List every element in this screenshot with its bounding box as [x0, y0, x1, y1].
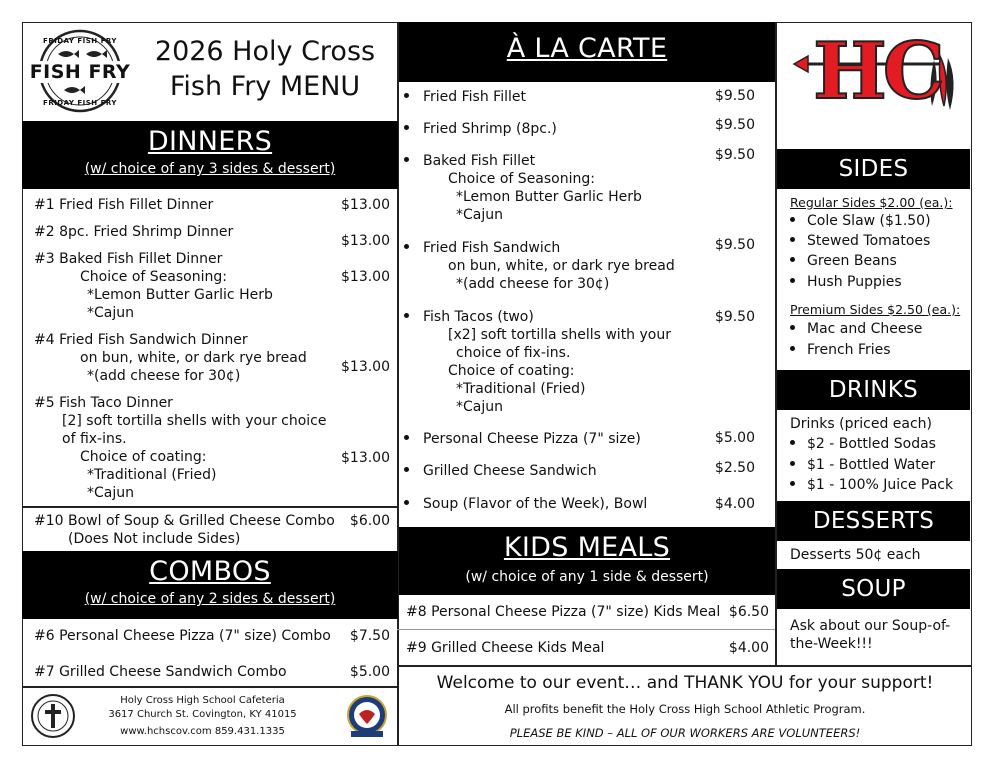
dinner-3-line-3: *Lemon Butter Garlic Herb [87, 287, 273, 303]
kids-subtitle: (w/ choice of any 1 side & dessert) [465, 569, 709, 585]
alacarte-item-soup: Soup (Flavor of the Week), Bowl [404, 495, 647, 513]
dinners-title: DINNERS [147, 126, 273, 157]
soup-text-line-2: the-Week!!! [790, 636, 873, 652]
combo-6-price: $7.50 [349, 628, 390, 644]
alacarte-item-tacos-price: $9.50 [714, 309, 755, 325]
dinner-5-line-2: [2] soft tortilla shells with your choice [62, 413, 327, 429]
sides-regular-label: Regular Sides $2.00 (ea.): [790, 195, 953, 210]
school-contact: www.hchscov.com 859.431.1335 [120, 726, 285, 737]
soup-text-line-1: Ask about our Soup-of- [790, 618, 951, 634]
kids-meal-9: #9 Grilled Cheese Kids Meal [406, 640, 605, 656]
desserts-title: DESSERTS [812, 508, 935, 534]
alacarte-item-fish-fillet: Fried Fish Fillet [404, 88, 526, 106]
combos-title: COMBOS [149, 556, 271, 587]
combo-10: #10 Bowl of Soup & Grilled Cheese Combo [34, 513, 335, 529]
divider-footer-left [22, 686, 398, 688]
alacarte-item-sandwich: Fried Fish Sandwich [404, 239, 560, 257]
dinner-2: #2 8pc. Fried Shrimp Dinner [34, 224, 234, 240]
dinner-1: #1 Fried Fish Fillet Dinner [34, 197, 214, 213]
alacarte-tacos-line-5: *Traditional (Fried) [456, 381, 586, 397]
divider-welcome [397, 665, 972, 667]
side-hush-puppies: Hush Puppies [790, 273, 902, 291]
page-title [140, 34, 390, 104]
fish-fry-logo-text: FISH FRY [26, 61, 134, 83]
alacarte-item-tacos: Fish Tacos (two) [404, 308, 534, 326]
dinner-4-line-3: *(add cheese for 30¢) [87, 368, 241, 384]
dinner-3: #3 Baked Fish Fillet Dinner [34, 251, 223, 267]
alacarte-item-sandwich-price: $9.50 [714, 237, 755, 253]
alacarte-tacos-line-4: Choice of coating: [448, 363, 575, 379]
side-mac-and-cheese: Mac and Cheese [790, 320, 922, 338]
dinner-4: #4 Fried Fish Sandwich Dinner [34, 332, 248, 348]
school-address [100, 694, 305, 739]
hc-logo [790, 26, 962, 136]
school-street: 3617 Church St. Covington, KY 41015 [108, 709, 297, 720]
alacarte-sandwich-line-2: on bun, white, or dark rye bread [448, 258, 675, 274]
school-name: Holy Cross High School Cafeteria [120, 695, 285, 706]
combos-subtitle: (w/ choice of any 2 sides & dessert) [84, 591, 336, 607]
combo-6: #6 Personal Cheese Pizza (7" size) Combo [34, 628, 331, 644]
divider-combo10-top [22, 506, 398, 508]
dinner-1-price: $13.00 [341, 197, 390, 213]
title-line-1: 2026 Holy Cross [154, 36, 376, 67]
combo-10-price: $6.00 [349, 513, 390, 529]
dinner-5-line-4: Choice of coating: [80, 449, 207, 465]
dinner-3-line-2: Choice of Seasoning: [80, 269, 227, 285]
dinner-3-line-4: *Cajun [87, 305, 134, 321]
kids-meal-8-price: $6.50 [728, 604, 769, 620]
dinner-5-price: $13.00 [341, 450, 390, 466]
combos-header [22, 551, 398, 619]
soup-header [777, 569, 970, 609]
drinks-header [777, 370, 970, 410]
sides-header [777, 149, 970, 189]
dinners-header [22, 121, 398, 189]
alacarte-item-baked: Baked Fish Fillet [404, 152, 535, 170]
alacarte-item-shrimp: Fried Shrimp (8pc.) [404, 120, 557, 138]
dinner-4-line-2: on bun, white, or dark rye bread [80, 350, 307, 366]
kids-header [399, 527, 775, 595]
fish-fry-ring-bottom: FRIDAY FISH FRY [43, 99, 117, 107]
alacarte-tacos-line-2: [x2] soft tortilla shells with your [448, 327, 671, 343]
divider-kids-rows [397, 629, 775, 630]
side-cole-slaw: Cole Slaw ($1.50) [790, 212, 931, 230]
alacarte-tacos-line-3: choice of fix-ins. [456, 345, 571, 361]
alacarte-header [399, 22, 775, 82]
alacarte-baked-line-3: *Lemon Butter Garlic Herb [456, 189, 642, 205]
sides-premium-label: Premium Sides $2.50 (ea.): [790, 302, 961, 317]
desserts-header [777, 501, 970, 541]
welcome-message: Welcome to our event… and THANK YOU for your support! [436, 673, 934, 693]
alacarte-item-shrimp-price: $9.50 [714, 117, 755, 133]
title-line-2: Fish Fry MENU [169, 71, 361, 102]
alacarte-baked-line-2: Choice of Seasoning: [448, 171, 595, 187]
dinner-3-price: $13.00 [341, 269, 390, 285]
volunteer-note: PLEASE BE KIND – ALL OF OUR WORKERS ARE VOLUNTEERS! [509, 726, 861, 740]
side-stewed-tomatoes: Stewed Tomatoes [790, 232, 930, 250]
side-green-beans: Green Beans [790, 252, 897, 270]
alacarte-title: À LA CARTE [506, 33, 668, 64]
dinner-2-price: $13.00 [341, 233, 390, 249]
combo-7-price: $5.00 [349, 664, 390, 680]
sides-title: SIDES [838, 156, 909, 182]
desserts-text: Desserts 50¢ each [790, 547, 921, 563]
drinks-title: DRINKS [828, 377, 919, 403]
dinner-5-line-3: of fix-ins. [62, 431, 127, 447]
alacarte-item-pizza: Personal Cheese Pizza (7" size) [404, 430, 641, 448]
alacarte-item-baked-price: $9.50 [714, 147, 755, 163]
eagle-seal-icon [345, 694, 389, 740]
alacarte-tacos-line-6: *Cajun [456, 399, 503, 415]
alacarte-item-pizza-price: $5.00 [714, 430, 755, 446]
combo-7: #7 Grilled Cheese Sandwich Combo [34, 664, 287, 680]
side-french-fries: French Fries [790, 341, 891, 359]
drink-water: $1 - Bottled Water [790, 456, 935, 474]
profits-note: All profits benefit the Holy Cross High School Athletic Program. [504, 702, 866, 716]
dinner-5-line-6: *Cajun [87, 485, 134, 501]
alacarte-item-soup-price: $4.00 [714, 496, 755, 512]
alacarte-item-fish-fillet-price: $9.50 [714, 88, 755, 104]
dinner-5-line-5: *Traditional (Fried) [87, 467, 217, 483]
soup-title: SOUP [841, 576, 906, 602]
drinks-intro: Drinks (priced each) [790, 416, 933, 432]
hc-logo-letters: HC [813, 26, 941, 117]
drink-juice: $1 - 100% Juice Pack [790, 476, 953, 494]
kids-meal-9-price: $4.00 [728, 640, 769, 656]
alacarte-item-grilled-cheese: Grilled Cheese Sandwich [404, 462, 597, 480]
cross-seal-icon [30, 693, 76, 739]
kids-meal-8: #8 Personal Cheese Pizza (7" size) Kids Meal [406, 604, 721, 620]
fish-fry-ring-top: FRIDAY FISH FRY [43, 37, 117, 45]
drink-sodas: $2 - Bottled Sodas [790, 435, 936, 453]
alacarte-sandwich-line-3: *(add cheese for 30¢) [456, 276, 610, 292]
kids-title: KIDS MEALS [503, 532, 671, 563]
fish-fry-logo [30, 28, 130, 114]
dinner-5: #5 Fish Taco Dinner [34, 395, 173, 411]
alacarte-baked-line-4: *Cajun [456, 207, 503, 223]
alacarte-item-grilled-cheese-price: $2.50 [714, 460, 755, 476]
dinner-4-price: $13.00 [341, 359, 390, 375]
dinners-subtitle: (w/ choice of any 3 sides & dessert) [84, 161, 336, 177]
combo-10-note: (Does Not include Sides) [68, 531, 241, 547]
